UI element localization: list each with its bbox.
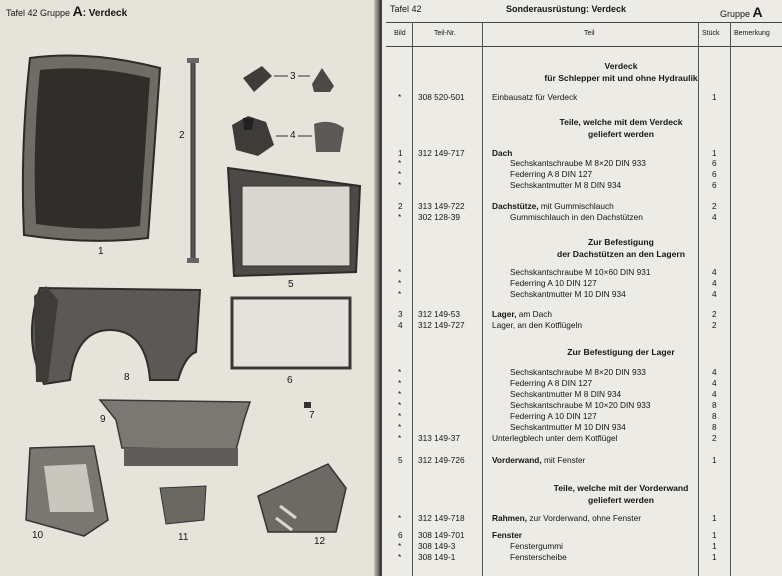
cell-teil-main: Sechskantmutter M 10 DIN 934 [510, 422, 626, 432]
cell-bild: * [398, 513, 402, 523]
cell-teil [492, 201, 614, 211]
cell-bild: * [398, 212, 402, 222]
part-4-fender-bearing-drawing [232, 116, 344, 156]
column-header-bild: Bild [394, 30, 406, 37]
cell-teil-main: Sechskantschraube M 8×20 DIN 933 [510, 158, 646, 168]
cell-teil [510, 400, 650, 410]
cell-teil [492, 513, 641, 523]
cell-teil-rest: zur Vorderwand, ohne Fenster [527, 513, 641, 523]
cell-bild: * [398, 278, 402, 288]
cell-teil-main: Federring A 8 DIN 127 [510, 169, 593, 179]
part-row [382, 320, 782, 331]
section-heading [482, 116, 760, 140]
gruppe-text: Gruppe [720, 9, 751, 19]
cell-stueck: 2 [712, 320, 717, 330]
cell-bild: * [398, 433, 402, 443]
heading-line: Verdeck [604, 61, 638, 71]
figure-label-5: 5 [288, 279, 294, 290]
gruppe-label [720, 4, 763, 20]
heading-line: der Dachstützen an den Lagern [557, 249, 685, 259]
cell-teil-main: Sechskantschraube M 10×60 DIN 931 [510, 267, 651, 277]
part-row [382, 309, 782, 320]
cell-teilnr: 312 149-717 [418, 148, 465, 158]
cell-stueck: 6 [712, 169, 717, 179]
cell-teil [492, 92, 577, 102]
cell-bild: * [398, 541, 402, 551]
cell-bild: * [398, 552, 402, 562]
part-row [382, 92, 782, 103]
figure-label-6: 6 [287, 375, 293, 386]
part-row [382, 455, 782, 466]
part-11-plate-drawing [160, 486, 206, 524]
cell-bild: * [398, 400, 402, 410]
cell-teil-main: Dach [492, 148, 513, 158]
cell-teilnr: 308 520-501 [418, 92, 465, 102]
cell-stueck: 2 [712, 201, 717, 211]
table-header-rule [386, 46, 782, 47]
part-8-side-panel-drawing [32, 286, 200, 384]
cell-teil-main: Federring A 10 DIN 127 [510, 411, 597, 421]
cell-stueck: 6 [712, 180, 717, 190]
part-row [382, 400, 782, 411]
cell-stueck: 8 [712, 400, 717, 410]
page-title: Sonderausrüstung: Verdeck [506, 4, 627, 14]
figure-label-1: 1 [98, 246, 104, 257]
heading-line: Teile, welche mit der Vorderwand [553, 483, 689, 493]
cell-teil [510, 158, 646, 168]
cell-bild: * [398, 367, 402, 377]
cell-bild: * [398, 411, 402, 421]
cell-stueck: 1 [712, 92, 717, 102]
cell-teilnr: 302 128-39 [418, 212, 460, 222]
part-10-bracket-drawing [26, 446, 108, 536]
cell-stueck: 8 [712, 422, 717, 432]
part-row [382, 552, 782, 563]
section-heading [482, 60, 760, 84]
header-prefix: Tafel 42 Gruppe [6, 8, 71, 18]
heading-line: geliefert werden [588, 129, 654, 139]
cell-teil [510, 278, 597, 288]
cell-teil-main: Dachstütze, [492, 201, 539, 211]
cell-stueck: 4 [712, 389, 717, 399]
cell-stueck: 4 [712, 267, 717, 277]
cell-bild: * [398, 169, 402, 179]
cell-teil-main: Lager, [492, 309, 517, 319]
cell-teil [510, 169, 592, 179]
heading-line: für Schlepper mit und ohne Hydraulik [544, 73, 698, 83]
cell-teil-main: Gummischlauch in den Dachstützen [510, 212, 643, 222]
figure-label-3: 3 [290, 71, 296, 82]
cell-teil-main: Unterlegblech unter dem Kotflügel [492, 433, 618, 443]
cell-stueck: 6 [712, 158, 717, 168]
cell-teilnr: 312 149-718 [418, 513, 465, 523]
cell-bild: 5 [398, 455, 403, 465]
part-6-window-drawing [232, 298, 350, 368]
cell-bild: * [398, 158, 402, 168]
cell-teil [510, 367, 646, 377]
part-row [382, 411, 782, 422]
cell-teil-main: Sechskantmutter M 8 DIN 934 [510, 180, 622, 190]
gruppe-letter: A [752, 4, 763, 20]
cell-bild: 2 [398, 201, 403, 211]
parts-drawing [0, 0, 378, 576]
figure-label-8: 8 [124, 372, 130, 383]
cell-teil [510, 289, 626, 299]
cell-bild: * [398, 378, 402, 388]
cell-teil [510, 411, 597, 421]
cell-teil [492, 455, 585, 465]
part-9-apron-drawing [100, 400, 250, 466]
part-row [382, 530, 782, 541]
cell-teil [510, 552, 567, 562]
cell-teil [492, 530, 522, 540]
cell-teil-main: Federring A 8 DIN 127 [510, 378, 593, 388]
left-page-illustrations [0, 0, 378, 576]
cell-stueck: 8 [712, 411, 717, 421]
cell-teil-main: Sechskantschraube M 10×20 DIN 933 [510, 400, 651, 410]
cell-stueck: 1 [712, 541, 717, 551]
cell-stueck: 1 [712, 530, 717, 540]
part-row [382, 367, 782, 378]
part-row [382, 201, 782, 212]
column-header-stueck: Stück [702, 30, 720, 37]
cell-teil [492, 320, 582, 330]
cell-teilnr: 312 149-53 [418, 309, 460, 319]
cell-teil-main: Sechskantschraube M 8×20 DIN 933 [510, 367, 646, 377]
part-row [382, 169, 782, 180]
cell-teil-main: Rahmen, [492, 513, 528, 523]
cell-bild: * [398, 92, 402, 102]
cell-stueck: 1 [712, 552, 717, 562]
cell-teil-rest: mit Fenster [541, 455, 586, 465]
cell-teilnr: 312 149-726 [418, 455, 465, 465]
cell-teil [510, 422, 626, 432]
cell-teil-main: Sechskantmutter M 10 DIN 934 [510, 289, 626, 299]
figure-label-10: 10 [32, 530, 44, 541]
figure-label-4: 4 [290, 130, 296, 141]
part-row [382, 180, 782, 191]
cell-stueck: 1 [712, 148, 717, 158]
cell-stueck: 4 [712, 378, 717, 388]
part-row [382, 389, 782, 400]
cell-teil-main: Fensterscheibe [510, 552, 567, 562]
cell-teil-main: Lager, an den Kotflügeln [492, 320, 582, 330]
table-top-rule [386, 22, 782, 23]
cell-teil-main: Vorderwand, [492, 455, 542, 465]
part-row [382, 158, 782, 169]
figure-label-2: 2 [179, 130, 185, 141]
cell-teilnr: 313 149-722 [418, 201, 465, 211]
heading-line: Zur Befestigung der Lager [567, 347, 675, 357]
cell-stueck: 1 [712, 455, 717, 465]
cell-stueck: 1 [712, 513, 717, 523]
part-2-roof-support-drawing [187, 58, 199, 263]
part-row [382, 513, 782, 524]
cell-stueck: 4 [712, 289, 717, 299]
heading-line: Zur Befestigung [588, 237, 654, 247]
right-page-parts-table [382, 0, 782, 576]
column-header-teil: Teil [584, 30, 595, 37]
cell-bild: * [398, 289, 402, 299]
part-row [382, 422, 782, 433]
cell-teilnr: 308 149-1 [418, 552, 456, 562]
group-letter: A [72, 3, 83, 19]
cell-teil [510, 541, 563, 551]
cell-teil [510, 267, 650, 277]
cell-teilnr: 313 149-37 [418, 433, 460, 443]
figure-label-11: 11 [178, 532, 189, 543]
cell-bild: 4 [398, 320, 403, 330]
figure-label-7: 7 [309, 410, 315, 421]
cell-bild: 6 [398, 530, 403, 540]
cell-stueck: 2 [712, 433, 717, 443]
cell-bild: * [398, 180, 402, 190]
part-5-front-wall-drawing [228, 168, 360, 276]
column-header-bemerkung: Bemerkung [734, 30, 770, 37]
cell-bild: * [398, 389, 402, 399]
cell-teil [492, 148, 512, 158]
cell-stueck: 4 [712, 212, 717, 222]
section-heading [482, 482, 760, 506]
heading-line: Teile, welche mit dem Verdeck [559, 117, 683, 127]
cell-teilnr: 312 149-727 [418, 320, 465, 330]
column-header-teilnr: Teil-Nr. [434, 30, 456, 37]
cell-teil-main: Fenstergummi [510, 541, 564, 551]
cell-stueck: 4 [712, 278, 717, 288]
cell-teil [492, 433, 617, 443]
cell-teil [492, 309, 552, 319]
part-7-small-bracket-drawing [304, 402, 311, 408]
tafel-label: Tafel 42 [390, 4, 422, 14]
cell-teil [510, 212, 643, 222]
part-row [382, 267, 782, 278]
part-row [382, 289, 782, 300]
cell-teil [510, 378, 592, 388]
part-row [382, 278, 782, 289]
cell-teil-main: Fenster [492, 530, 522, 540]
cell-teil [510, 180, 621, 190]
part-12-bracket-drawing [258, 464, 346, 532]
part-3-bearing-drawing [243, 66, 334, 92]
cell-stueck: 2 [712, 309, 717, 319]
cell-bild: 3 [398, 309, 403, 319]
cell-teil [510, 389, 621, 399]
cell-bild: * [398, 267, 402, 277]
section-heading [482, 236, 760, 260]
cell-teil-main: Sechskantmutter M 8 DIN 934 [510, 389, 622, 399]
cell-stueck: 4 [712, 367, 717, 377]
cell-bild: 1 [398, 148, 403, 158]
part-row [382, 541, 782, 552]
cell-teilnr: 308 149-701 [418, 530, 465, 540]
figure-label-12: 12 [314, 536, 326, 547]
part-row [382, 433, 782, 444]
figure-label-9: 9 [100, 414, 106, 425]
part-row [382, 212, 782, 223]
part-row [382, 378, 782, 389]
section-heading [482, 346, 760, 358]
header-title: : Verdeck [82, 8, 128, 19]
part-1-roof-drawing [23, 56, 160, 241]
cell-teil-main: Einbausatz für Verdeck [492, 92, 578, 102]
cell-teil-rest: am Dach [516, 309, 552, 319]
cell-teil-main: Federring A 10 DIN 127 [510, 278, 597, 288]
cell-bild: * [398, 422, 402, 432]
cell-teilnr: 308 149-3 [418, 541, 456, 551]
heading-line: geliefert werden [588, 495, 654, 505]
cell-teil-rest: mit Gummischlauch [538, 201, 614, 211]
